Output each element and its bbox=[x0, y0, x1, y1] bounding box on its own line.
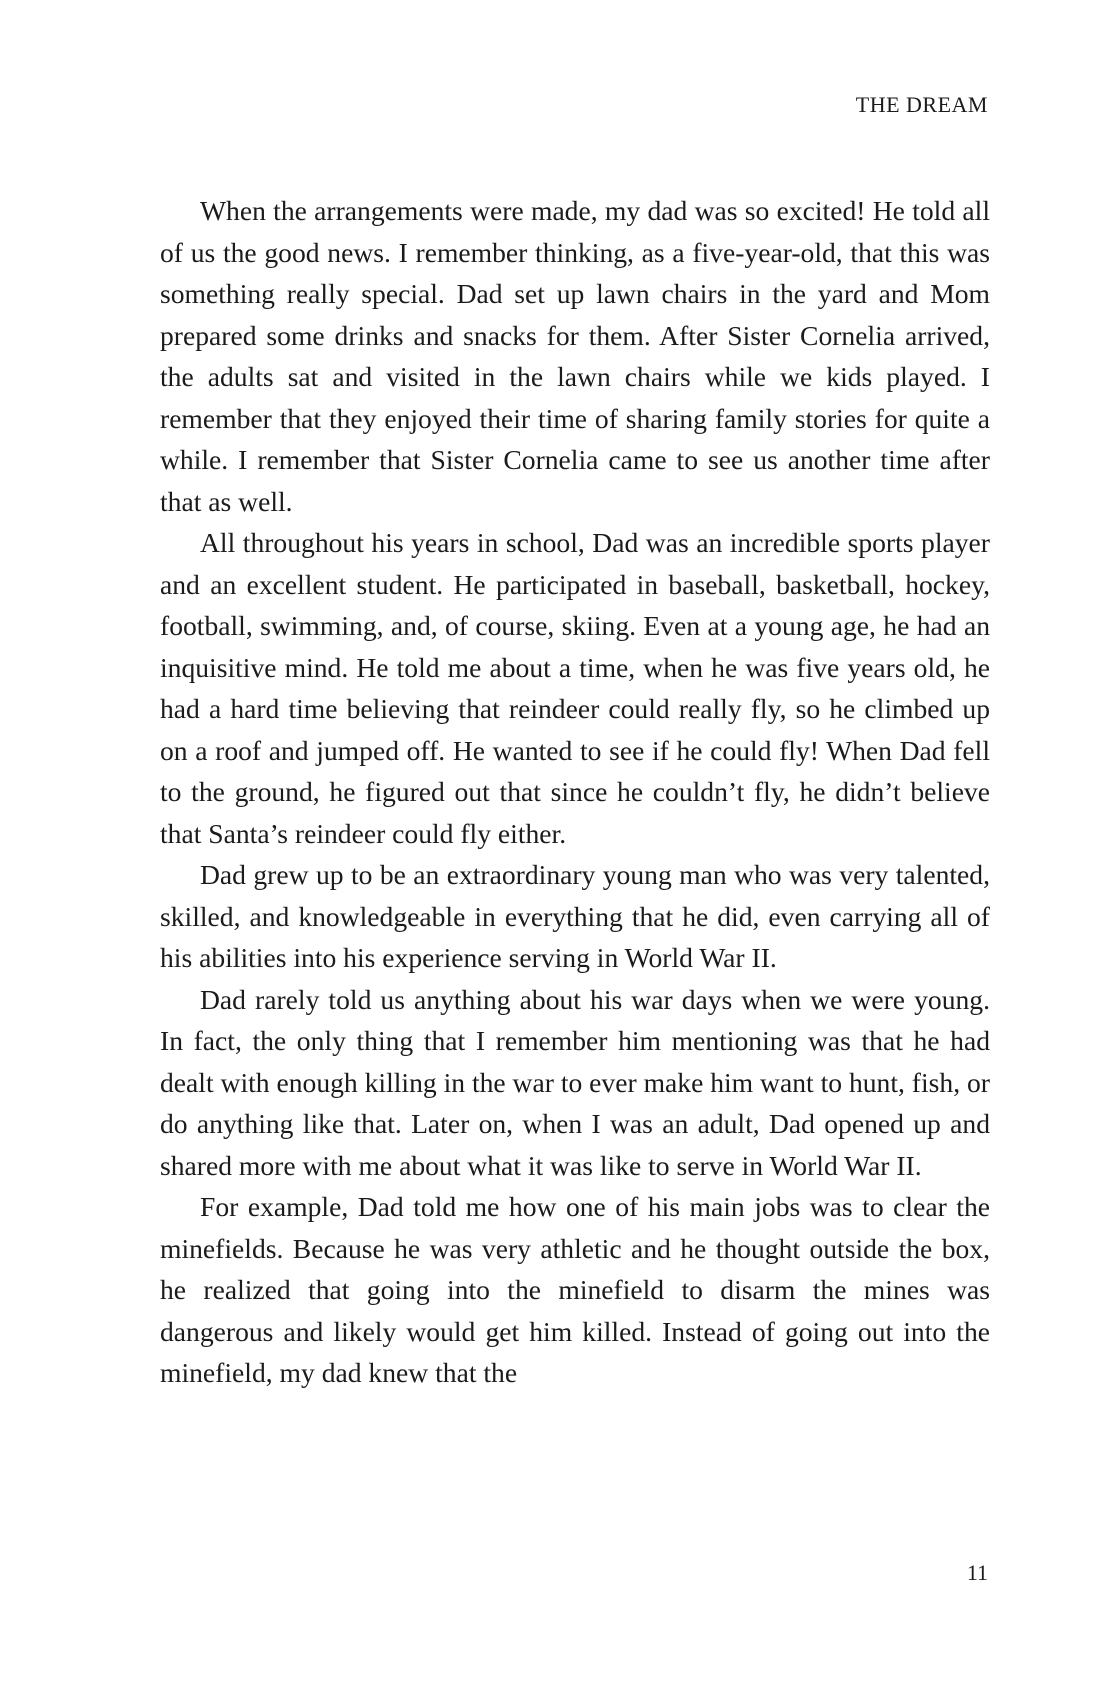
paragraph: When the arrangements were made, my dad was so excited! He told all of us the good news. I remember thinking, as a five-year-old, that this was something really special. Dad set up lawn chairs in the yard and Mom prepared some drinks and snacks for them. After Sister Cornelia arrived, the adults sat and visited in the lawn chairs while we kids played. I remember that they enjoyed their time of sharing family stories for quite a while. I remember that Sister Cornelia came to see us another time after that as well. bbox=[160, 195, 990, 517]
paragraph: Dad grew up to be an extraordinary young man who was very talented, skilled, and knowledgeable in everything that he did, even carrying all of his abilities into his experience serving in World War II. bbox=[160, 859, 990, 973]
paragraph: All throughout his years in school, Dad was an incredible sports player and an excellent student. He participated in baseball, basketball, hockey, football, swimming, and, of course, skiing. Even at a young age, he had an inquisitive mind. He told me about a time, when he was five years old, he had a hard time believing that reindeer could really fly, so he climbed up on a roof and jumped off. He wanted to see if he could fly! When Dad fell to the ground, he figured out that since he couldn’t fly, he didn’t believe that Santa’s reindeer could fly either. bbox=[160, 527, 990, 849]
running-head: THE DREAM bbox=[855, 92, 988, 117]
page-number: 11 bbox=[966, 1560, 988, 1585]
body-text bbox=[160, 190, 990, 1394]
paragraph: For example, Dad told me how one of his main jobs was to clear the minefields. Because he was very athletic and he thought outside the box, he realized that going into the minefield to disarm the mines was dangerous and likely would get him killed. Instead of going out into the minefield, my dad knew that the bbox=[160, 1191, 990, 1388]
paragraph: Dad rarely told us anything about his war days when we were young. In fact, the only thing that I remember him mentioning was that he had dealt with enough killing in the war to ever make him want to hunt, fish, or do anything like that. Later on, when I was an adult, Dad opened up and shared more with me about what it was like to serve in World War II. bbox=[160, 983, 990, 1181]
